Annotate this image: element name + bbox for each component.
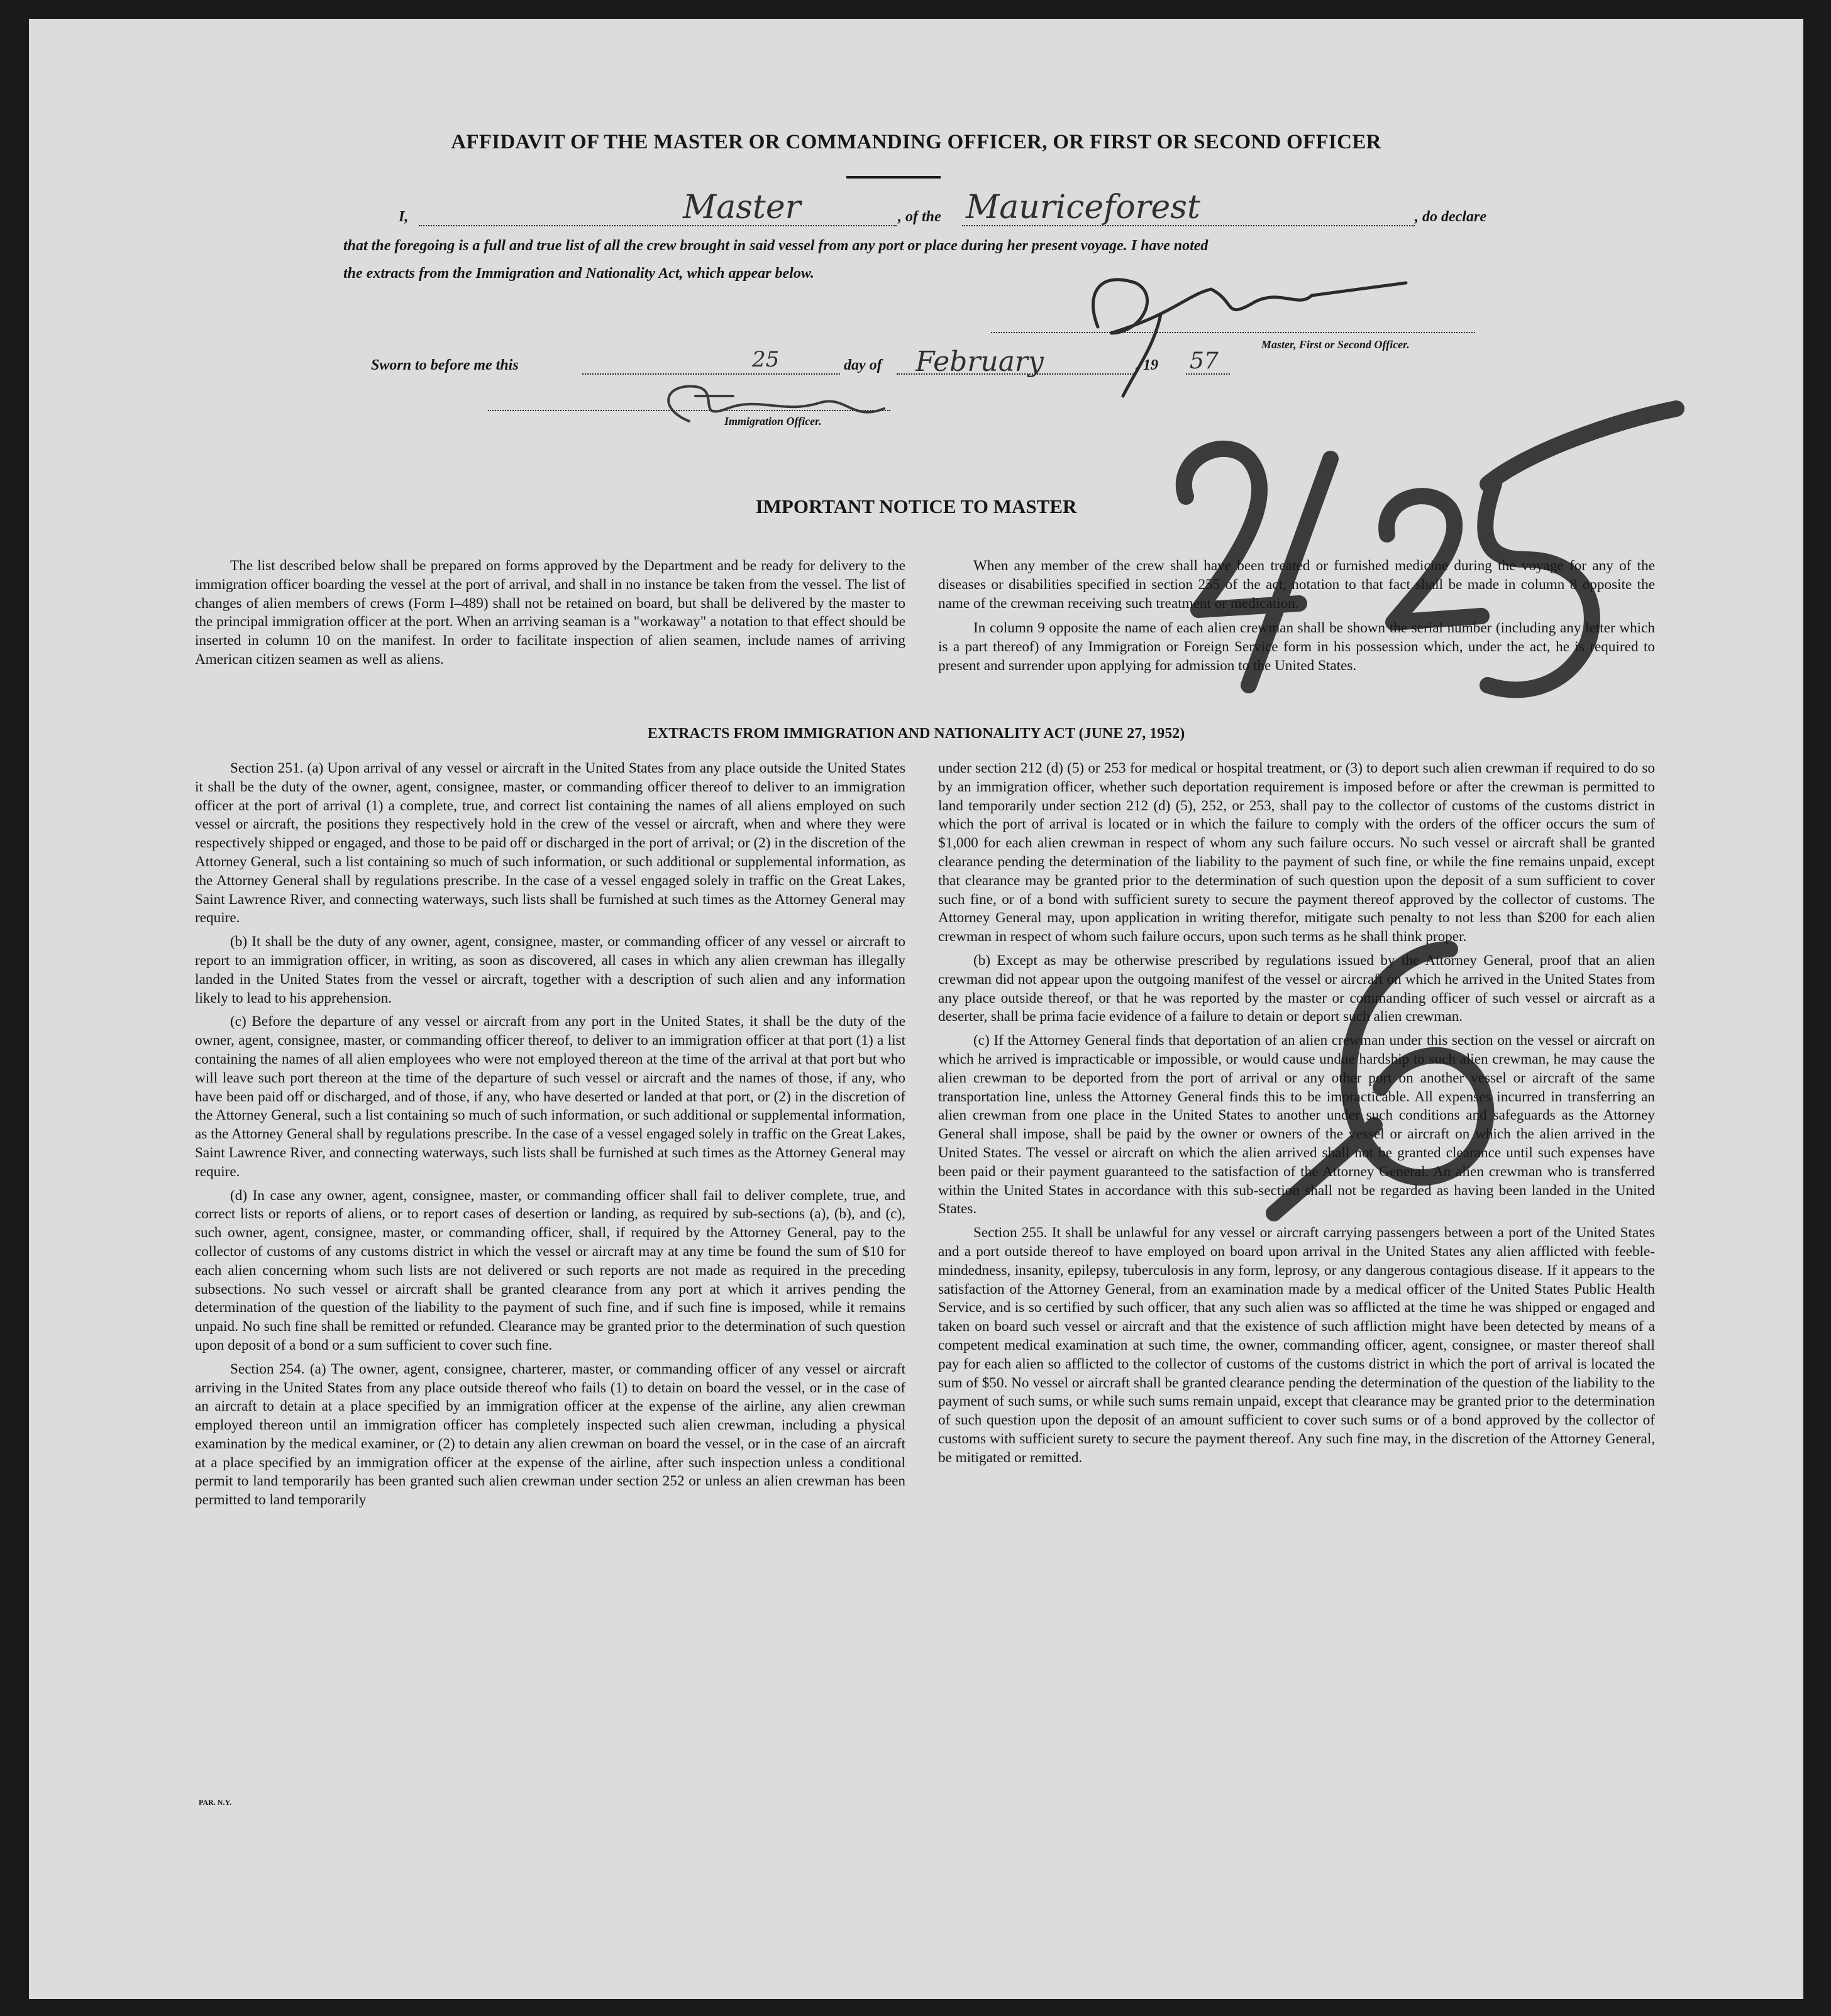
section-255: Section 255. It shall be unlawful for any vessel or aircraft carrying passengers between a port of the United States and a port outside thereof to have employed on board upon arrival in the United States any alien afflicted with feeble-mindedness, insanity, epilepsy, tuberculosis in any form, leprosy, or any dangerous contagious disease. If it appears to the satisfaction of the Attorney General, from an examination made by a medical officer of the United States Public Health Service, and is so certified by such officer, that any such alien was so afflicted at the time he was shipped or engaged and taken on board such vessel or aircraft and that the existence of such affliction might have been detected by means of a competent medical examination at such time, the owner, commanding officer, agent, consignee, or master thereof shall pay for each alien so afflicted to the collector of customs of the customs district in which the port of arrival is located the sum of $50. No vessel or aircraft shall be granted clearance pending the determination of the question of the liability to the payment of such sums, or while such sums remain unpaid, except that clearance may be granted prior to the determination of such question upon the deposit of an amount sufficient to cover such sums or of a bond approved by the collector of customs with sufficient surety to secure the payment thereof. Any such fine may, in the discretion of the Attorney General, be mitigated or remitted.: [938, 1225, 1655, 1466]
notice-right-text-2: In column 9 opposite the name of each alien crewman shall be shown the serial number (including any letter which is a part thereof) of any Immigration or Foreign Service form in his possession which, under the act, he is required to present and surrender upon applying for admission to the United States.: [938, 620, 1655, 674]
master-signature: [1093, 280, 1407, 396]
notice-right-text-1: When any member of the crew shall have been treated or furnished medicine during the voyage for any of the diseases or disabilities specified in section 255 of the act, notation to that fact shall be made in column 8 opposite the name of the crewman receiving such treatment or medication.: [938, 558, 1655, 612]
handwritten-name: Master: [683, 189, 801, 226]
section-254-c: (c) If the Attorney General finds that deportation of an alien crewman under this section on the vessel or aircraft on which he arrived is impracticable or impossible, or would cause undue hardship to such alien crewman, he may cause the alien crewman to be deported from the port of arrival or any other port on another vessel or aircraft of the same transportation line, unless the Attorney General finds this to be impracticable. All expenses incurred in transferring an alien crewman from one place in the United States to another under such conditions and safeguards as the Attorney General shall impose, shall be paid by the owner or owners of the vessel or aircraft on which the alien arrived in the United States. The vessel or aircraft on which the alien arrived shall not be granted clearance until such expenses have been paid or their payment guaranteed to the satisfaction of the Attorney General. An alien crewman who is transferred within the United States in accordance with this sub-section shall not be regarded as having been landed in the United States.: [938, 1032, 1655, 1218]
declaration-i: I,: [399, 209, 409, 225]
extracts-heading: EXTRACTS FROM IMMIGRATION AND NATIONALITY ACT (JUNE 27, 1952): [647, 725, 1185, 742]
section-251-d: (d) In case any owner, agent, consignee, master, or commanding officer shall fail to deliver complete, true, and correct lists or reports of aliens, or to report cases of desertion or landing, as required by sub-sections (a), (b), and (c), such owner, agent, consignee, master, or commanding officer, shall, if required by the Attorney General, pay to the collector of customs of any customs district in which the vessel or aircraft may at any time be found the sum of $10 for each alien concerning whom such lists are not delivered or such reports are not made as required in the preceding subsections. No such vessel or aircraft shall be granted clearance from any port at which it arrives pending the determination of the question of the liability to the payment of such fine, and if such fine is imposed, while it remains unpaid. No such fine shall be remitted or refunded. Clearance may be granted prior to the determination of such question upon deposit of a bond or a sum sufficient to cover such fine.: [195, 1187, 905, 1353]
day-of-text: day of: [844, 357, 882, 373]
form-title: AFFIDAVIT OF THE MASTER OR COMMANDING OFFICER, OR FIRST OR SECOND OFFICER: [451, 131, 1381, 153]
right-column: [938, 759, 1655, 1467]
left-column: [195, 759, 905, 1510]
section-254-b: (b) Except as may be otherwise prescribed by regulations issued by the Attorney General, proof that an alien crewman did not appear upon the outgoing manifest of the vessel or aircraft on which he arrived in the United States from any place outside thereof, or that he was reported by the master or commanding officer of such vessel or aircraft as a deserter, shall be prima facie evidence of a failure to detain or deport such alien crewman.: [938, 952, 1655, 1025]
declaration-of-the: , of the: [898, 209, 941, 225]
notice-right: [938, 557, 1655, 676]
notice-left-text: The list described below shall be prepared on forms approved by the Department and be ready for delivery to the immigration officer boarding the vessel at the port of arrival, and shall in no instance be taken from the vessel. The list of changes of alien members of crews (Form I–489) shall not be retained on board, but shall be delivered by the master to the principal immigration officer at the port. When an arriving seaman is a "workaway" a notation to that effect should be inserted in column 10 on the manifest. In order to facilitate inspection of alien seamen, include names of arriving American citizen seamen as well as aliens.: [195, 558, 905, 668]
printer-mark: PAR. N.Y.: [199, 1798, 232, 1807]
section-254-a: Section 254. (a) The owner, agent, consignee, charterer, master, or commanding officer of any vessel or aircraft arriving in the United States from any place outside thereof who fails (1) to detain on board the vessel, or in the case of an aircraft to detain at a place specified by an immigration officer at the expense of the airline, any alien crewman employed thereon until an immigration officer has completely inspected such alien crewman, including a physical examination by the medical examiner, or (2) to detain any alien crewman on board the vessel, or in the case of an aircraft at a place specified by an immigration officer at the expense of the airline, after such inspection unless a conditional permit to land temporarily has been granted such alien crewman under section 252 or unless an alien crewman has been permitted to land temporarily: [195, 1360, 905, 1509]
section-251-b: (b) It shall be the duty of any owner, agent, consignee, master, or commanding officer of any vessel or aircraft to report to an immigration officer, in writing, as soon as discovered, all cases in which any alien crewman has illegally landed in the United States from the vessel or aircraft, together with a description of such alien and any information likely to lead to his apprehension.: [195, 934, 905, 1006]
handwritten-month: February: [916, 346, 1044, 378]
year-prefix: , 19: [1136, 357, 1158, 373]
section-251-c: (c) Before the departure of any vessel or aircraft from any port in the United States, it shall be the duty of the owner, agent, consignee, master, or commanding officer thereof, to deliver to an immigration officer at that port (1) a list containing the names of all alien employees who were not employed thereon at the time of the arrival at that port but who will leave such port thereon at the time of the departure of such vessel or aircraft and the names of those, if any, who have been paid off or discharged, and of those, if any, who have deserted or landed at that port, or (2) in the discretion of the Attorney General, such a list containing so much of such information, or such additional or supplemental information, as the Attorney General shall by regulations prescribe. In the case of a vessel engaged solely in traffic on the Great Lakes, Saint Lawrence River, and connecting waterways, such lists shall be furnished at such times as the Attorney General may require.: [195, 1013, 905, 1180]
section-251-a: Section 251. (a) Upon arrival of any vessel or aircraft in the United States from any place outside the United States it shall be the duty of the owner, agent, consignee, master, or commanding officer thereof to deliver to an immigration officer at the port of arrival (1) a complete, true, and correct list containing the names of all aliens employed on such vessel or aircraft, the positions they respectively hold in the crew of the vessel or aircraft, when and where they were respectively shipped or engaged, and those to be paid off or discharged in the port of arrival; or (2) in the discretion of the Attorney General, such a list containing so much of such information, or such additional or supplemental information, as the Attorney General shall by regulations prescribe. In the case of a vessel engaged solely in traffic on the Great Lakes, Saint Lawrence River, and connecting waterways, such lists shall be furnished at such times as the Attorney General may require.: [195, 760, 905, 927]
declaration-line-2: that the foregoing is a full and true list of all the crew brought in said vessel from any port or place during her present voyage. I have noted: [343, 238, 1209, 254]
handwritten-day: 25: [752, 347, 780, 372]
handwritten-year: 57: [1190, 348, 1219, 374]
notice-left: [195, 557, 905, 669]
declaration-do-declare: , do declare: [1415, 209, 1486, 225]
document-page: [29, 19, 1803, 1999]
section-254-a-continued: under section 212 (d) (5) or 253 for medical or hospital treatment, or (3) to deport such alien crewman if required to do so by an immigration officer, whether such deportation requirement is imposed before or after the crewman is permitted to land temporarily under section 212 (d) (5), 252, or 253, shall pay to the collector of customs of the customs district in which the port of arrival is located or in which the failure to comply with the orders of the officer occurs the sum of $1,000 for each alien crewman in respect of whom any such failure occurs. No such vessel or aircraft shall be granted clearance pending the determination of the liability to the payment of such fine, or while the fine remains unpaid, except that clearance may be granted prior to the determination of such question upon the deposit of a sum sufficient to cover such fine, or of a bond with sufficient surety to secure the payment thereof approved by the collector of customs. The Attorney General may, upon application in writing therefor, mitigate such penalty to not less than $200 for each alien crewman in respect of whom such failure occurs, upon such terms as he shall think proper.: [938, 760, 1655, 945]
handwritten-vessel: Mauriceforest: [966, 189, 1200, 226]
sworn-text: Sworn to before me this: [371, 357, 519, 373]
officer-signature: [668, 387, 884, 421]
declaration-line-3: the extracts from the Immigration and Nationality Act, which appear below.: [343, 265, 814, 282]
immigration-officer-label: Immigration Officer.: [724, 415, 822, 427]
signature-label: Master, First or Second Officer.: [1261, 338, 1410, 351]
notice-heading: IMPORTANT NOTICE TO MASTER: [755, 495, 1077, 517]
